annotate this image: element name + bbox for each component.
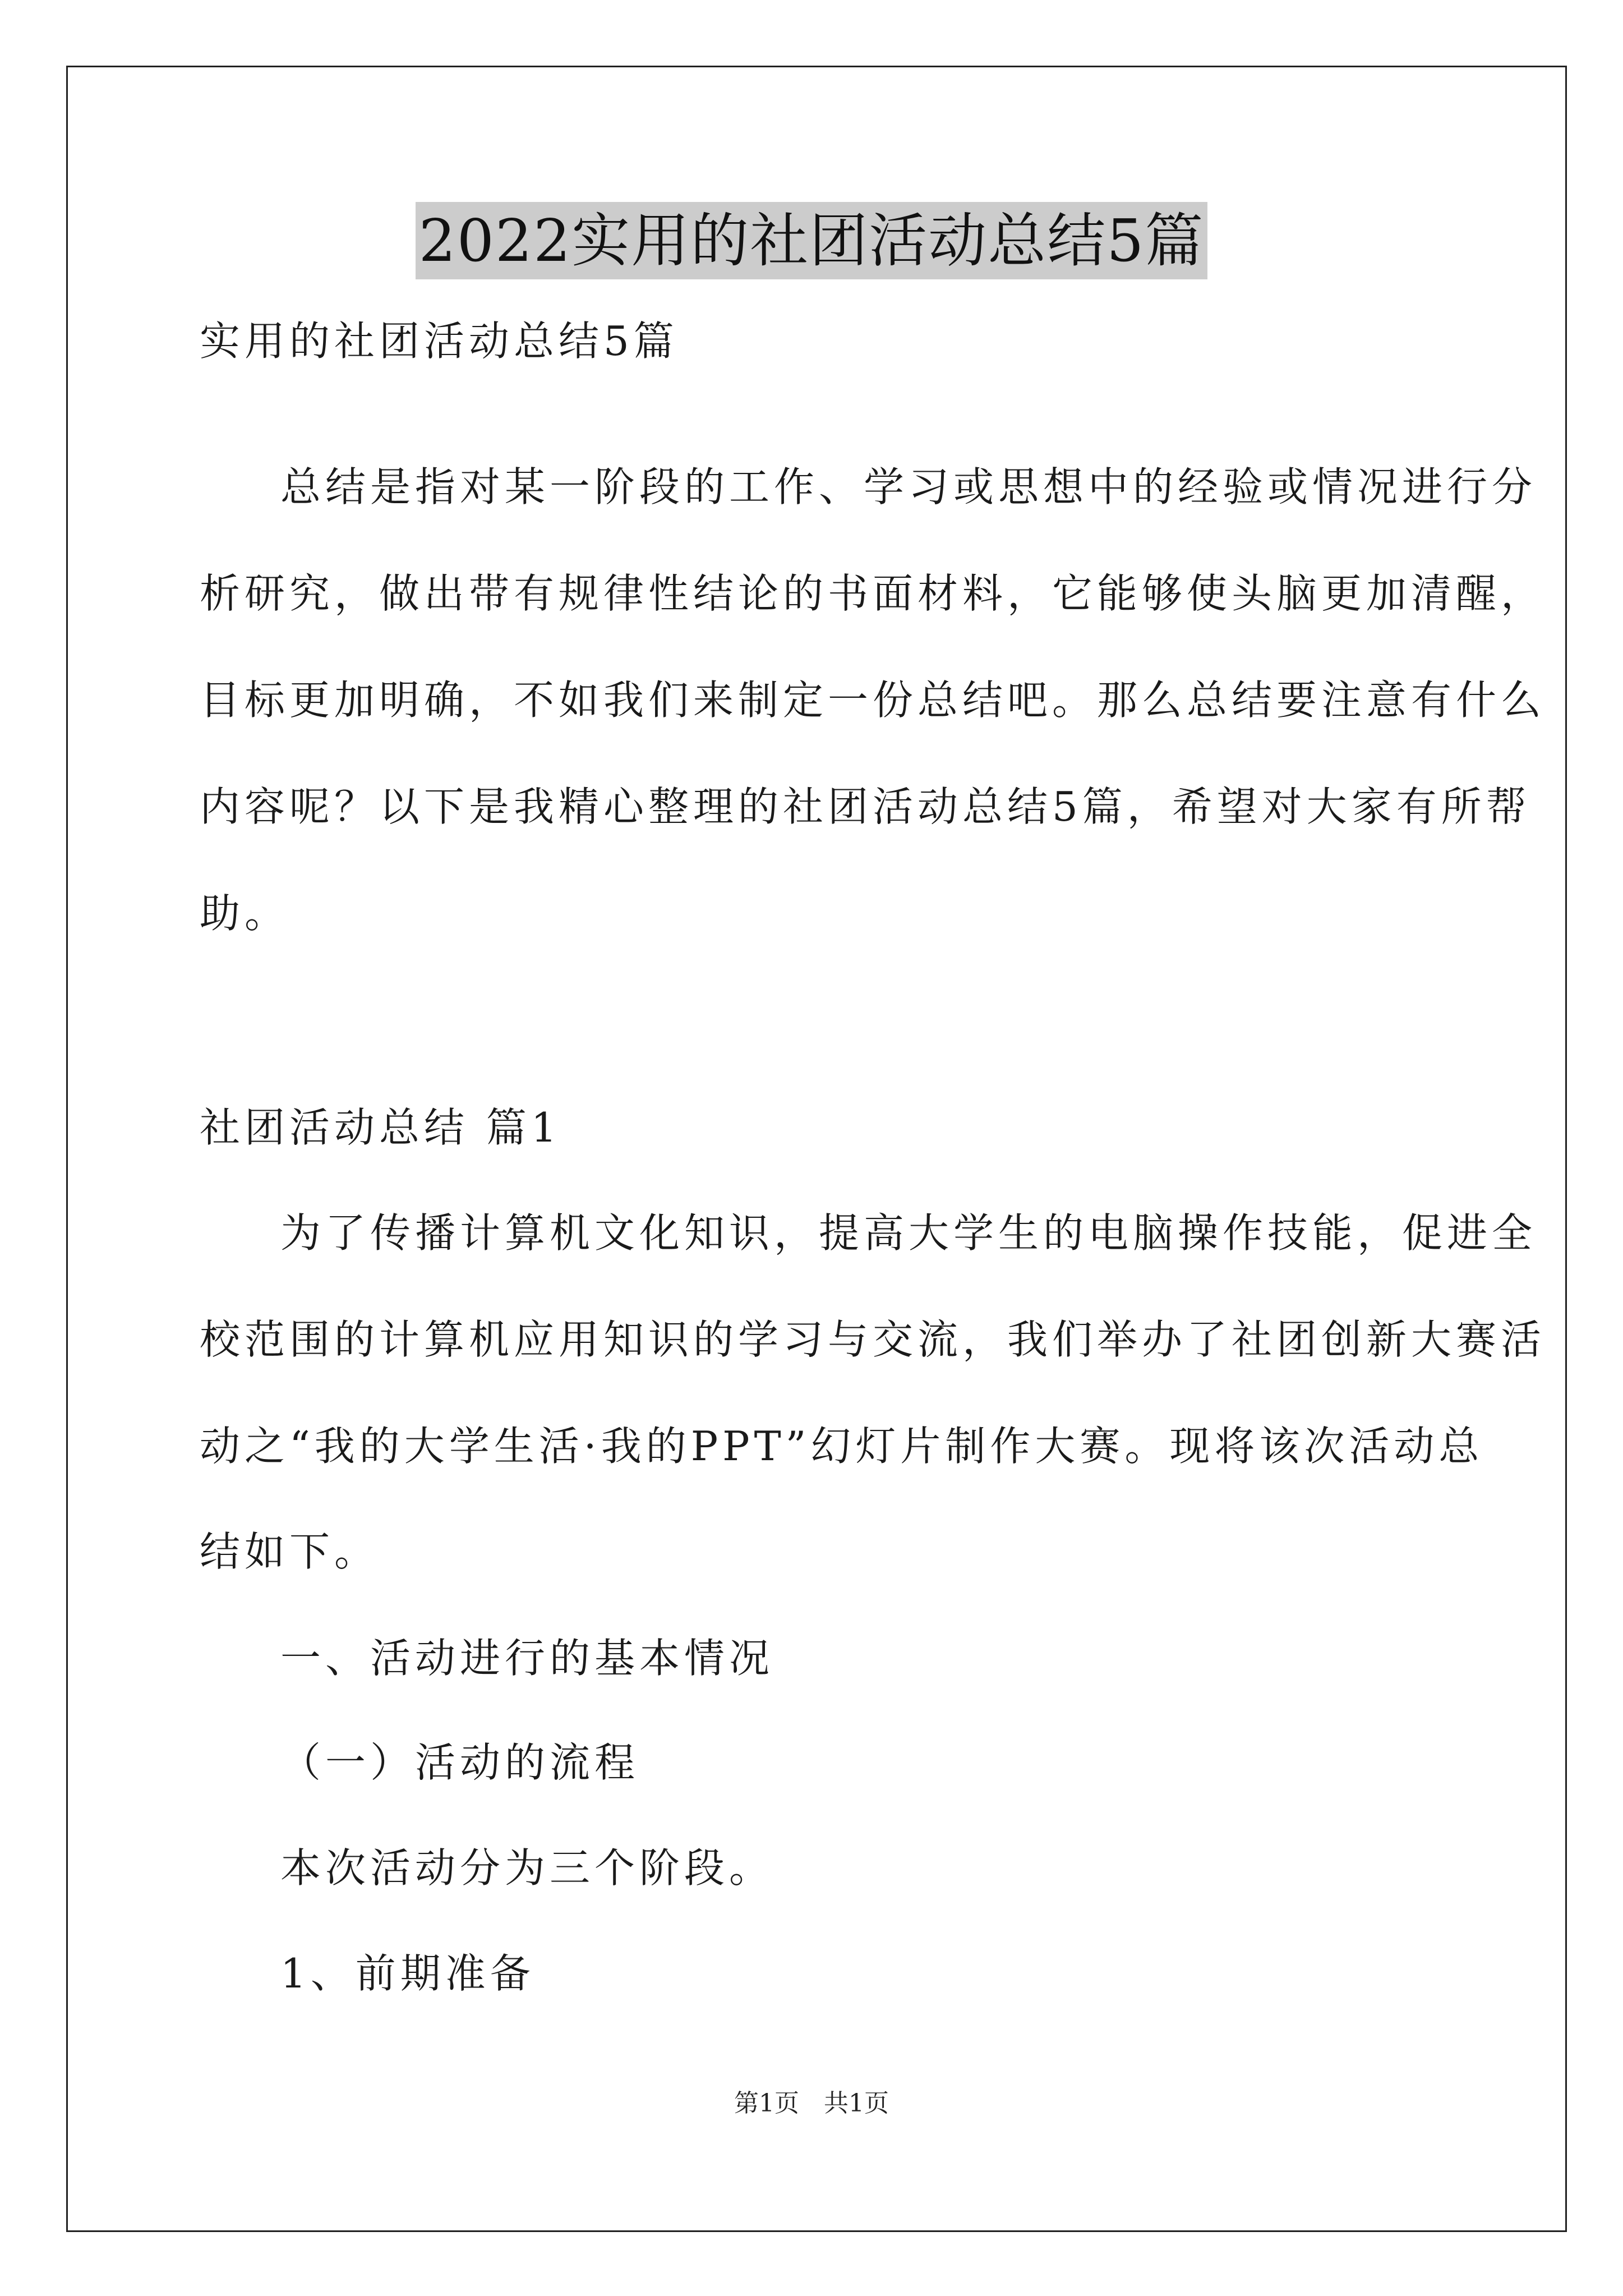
section-line: 校范围的计算机应用知识的学习与交流，我们举办了社团创新大赛活 [200,1316,1546,1363]
intro-line: 助。 [200,890,290,937]
title-container [0,202,1623,279]
section-line: 结如下。 [200,1528,380,1575]
intro-line: 总结是指对某一阶段的工作、学习或思想中的经验或情况进行分 [280,463,1537,510]
outline-subheading: （一）活动的流程 [280,1739,640,1786]
intro-line: 内容呢？以下是我精心整理的社团活动总结5篇，希望对大家有所帮 [200,783,1531,830]
outline-text: 本次活动分为三个阶段。 [280,1844,774,1892]
intro-line: 目标更加明确，不如我们来制定一份总结吧。那么总结要注意有什么 [200,677,1546,724]
section-line: 动之“我的大学生活·我的PPT”幻灯片制作大赛。现将该次活动总 [200,1423,1484,1470]
intro-line: 析研究，做出带有规律性结论的书面材料，它能够使头脑更加清醒， [200,570,1546,617]
document-title: 2022实用的社团活动总结5篇 [416,202,1208,279]
outline-heading: 一、活动进行的基本情况 [280,1635,774,1682]
section-line: 为了传播计算机文化知识，提高大学生的电脑操作技能，促进全 [280,1209,1537,1257]
document-subtitle: 实用的社团活动总结5篇 [200,318,679,365]
page-footer: 第1页 共1页 [734,2089,889,2118]
section-heading: 社团活动总结 篇1 [200,1104,561,1151]
outline-item: 1、前期准备 [280,1950,535,1997]
